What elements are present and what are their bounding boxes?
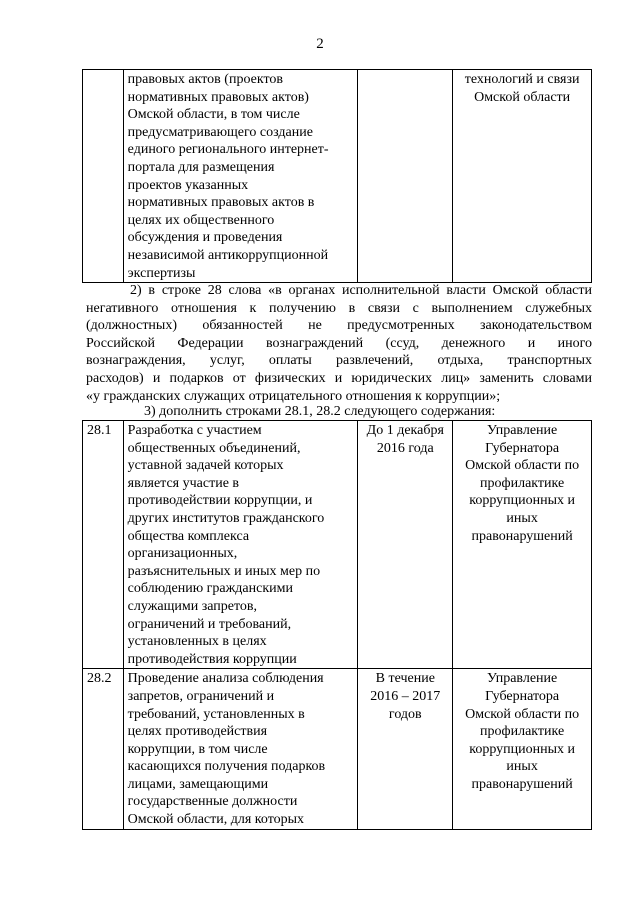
text-line: лицами, замещающими	[127, 776, 269, 792]
text-line: 2016 – 2017	[370, 688, 441, 704]
text-line: требований, установленных в	[127, 706, 305, 722]
text-line: профилактике	[480, 475, 565, 491]
cell-executor	[453, 70, 592, 283]
text-line: правонарушений	[471, 528, 573, 544]
text-line: Разработка с участием	[127, 423, 262, 438]
text-line: Российской Федерации вознаграждений (ссуд, денежного и иного	[86, 335, 592, 351]
cell-term	[358, 669, 453, 829]
page-number: 2	[316, 36, 324, 52]
cell-num	[83, 70, 124, 283]
text-line: общества комплекса	[127, 528, 250, 544]
text-line: ограничений и требований,	[127, 616, 292, 632]
text-line: запретов, ограничений и	[127, 688, 275, 704]
text-line: вознаграждения, услуг, оплаты развлечений, отдыха, транспортных	[86, 353, 592, 369]
text-line: нормативных правовых актов)	[127, 89, 309, 105]
text-line: Омской области, в том числе	[127, 107, 300, 123]
text-line: уставной задачей которых	[127, 458, 284, 474]
text-line: других институтов гражданского	[127, 510, 325, 526]
text-line: правонарушений	[471, 776, 573, 792]
text-line: проектов указанных	[127, 177, 249, 193]
text-line: иных	[506, 759, 538, 775]
cell-action	[123, 421, 358, 669]
cell-executor	[453, 669, 592, 829]
text-line: 2016 года	[376, 440, 434, 456]
text-line: годов	[388, 706, 422, 722]
table-continuation	[82, 69, 592, 283]
cell-num: 28.1	[83, 421, 124, 669]
table-row	[83, 70, 592, 283]
text-line: нормативных правовых актов в	[127, 195, 315, 211]
cell-term	[358, 70, 453, 283]
paragraph-item-3: 3) дополнить строками 28.1, 28.2 следующего содержания:	[144, 404, 496, 419]
text-line: коррупции, в том числе	[127, 741, 268, 757]
text-line: Проведение анализа соблюдения	[127, 671, 324, 687]
text-line: расходов) и подарков от физических и юридических лиц» заменить словами	[86, 370, 592, 386]
text-line: В течение	[375, 671, 435, 687]
text-line: профилактике	[480, 724, 565, 740]
text-line: установленных в целях	[127, 634, 267, 650]
cell-term	[358, 421, 453, 669]
text-line: 2) в строке 28 слова «в органах исполнительной власти Омской области	[130, 283, 592, 298]
text-line: Омской области по	[465, 458, 580, 474]
paragraph-item-2	[86, 282, 592, 405]
text-line: (должностных) обязанностей не предусмотренных законодательством	[86, 318, 592, 334]
text-line: Управление	[487, 423, 558, 438]
text-line: До 1 декабря	[366, 423, 444, 438]
text-line: Губернатора	[485, 688, 560, 704]
text-line: разъяснительных и иных мер по	[127, 563, 321, 579]
table-new-rows	[82, 420, 592, 830]
text-line: экспертизы	[127, 265, 196, 281]
text-line: портала для размещения	[127, 159, 275, 175]
text-line: «у гражданских служащих отрицательного отношения к коррупции»;	[86, 388, 501, 404]
table-row	[83, 669, 592, 829]
text-line: является участие в	[127, 475, 240, 491]
text-line: противодействии коррупции, и	[127, 493, 313, 509]
text-line: государственные должности	[127, 794, 298, 810]
cell-executor	[453, 421, 592, 669]
text-line: Омской области	[474, 89, 571, 105]
text-line: правовых актов (проектов	[127, 72, 283, 87]
text-line: целях противодействия	[127, 724, 268, 740]
text-line: служащими запретов,	[127, 598, 258, 614]
text-line: Губернатора	[485, 440, 560, 456]
text-line: Омской области по	[465, 706, 580, 722]
text-line: обсуждения и проведения	[127, 230, 283, 246]
text-line: негативного отношения к получению в связи с выполнением служебных	[86, 300, 592, 316]
text-line: Управление	[487, 671, 558, 687]
text-line: коррупционных и	[469, 741, 575, 757]
text-line: предусматривающего создание	[127, 124, 313, 140]
cell-action	[123, 70, 358, 283]
text-line: соблюдению гражданскими	[127, 581, 293, 597]
text-line: независимой антикоррупционной	[127, 247, 329, 263]
table-row	[83, 421, 592, 669]
text-line: организационных,	[127, 546, 238, 562]
text-line: общественных объединений,	[127, 440, 301, 456]
text-line: касающихся получения подарков	[127, 759, 326, 775]
text-line: технологий и связи	[464, 72, 580, 87]
text-line: иных	[506, 510, 538, 526]
cell-num: 28.2	[83, 669, 124, 829]
text-line: Омской области, для которых	[127, 812, 305, 828]
cell-action	[123, 669, 358, 829]
text-line: коррупционных и	[469, 493, 575, 509]
text-line: противодействия коррупции	[127, 651, 297, 667]
text-line: единого регионального интернет-	[127, 142, 329, 158]
text-line: целях их общественного	[127, 212, 275, 228]
